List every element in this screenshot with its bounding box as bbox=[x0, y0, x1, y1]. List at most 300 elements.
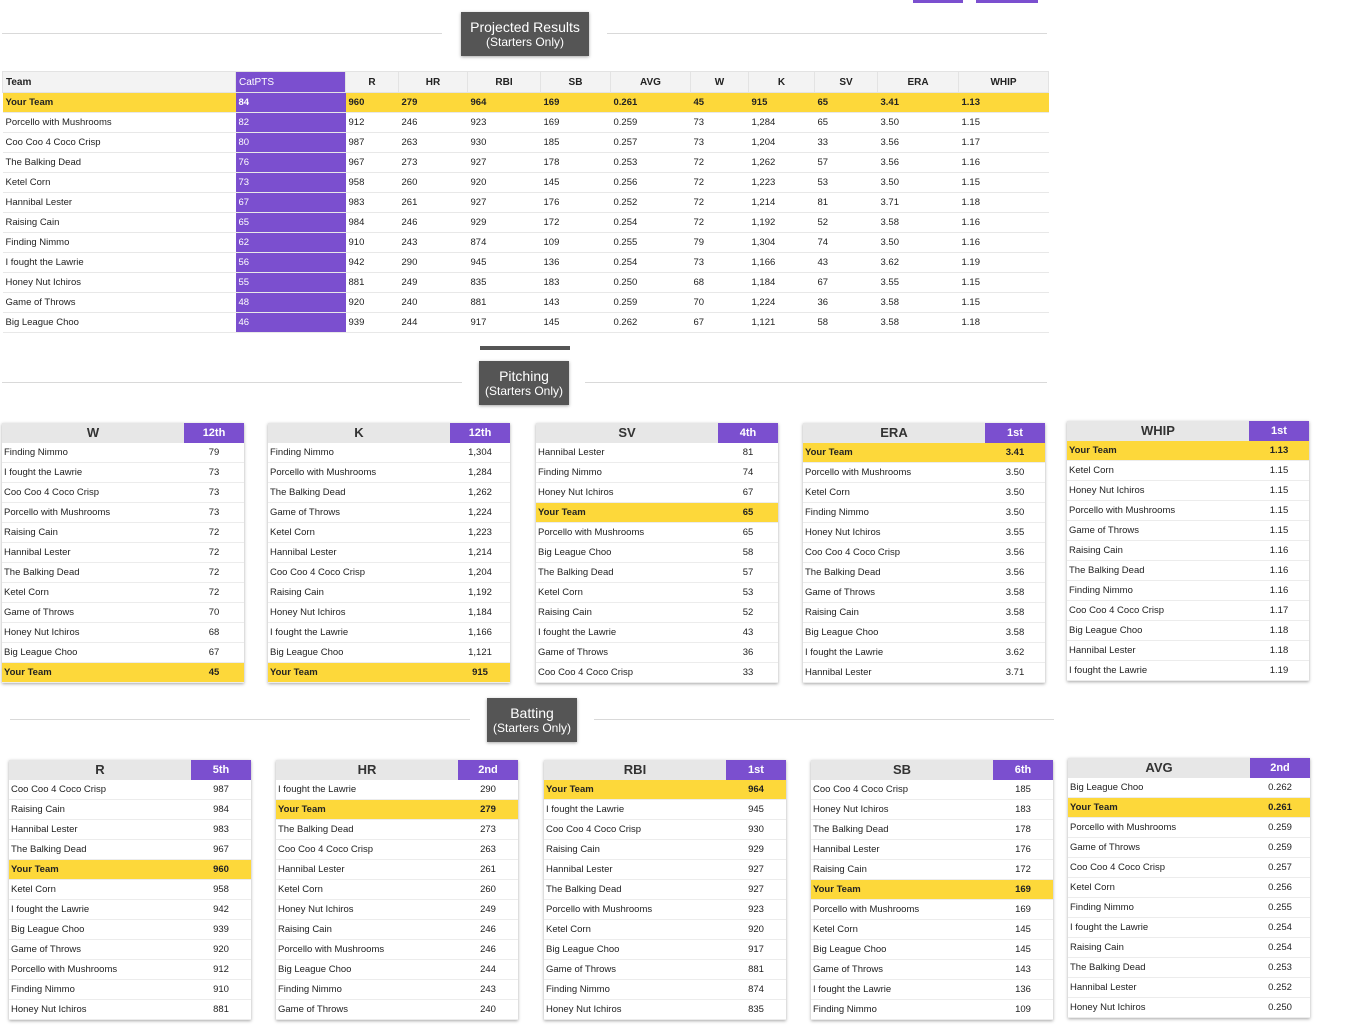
table-row bbox=[3, 193, 1049, 213]
card-team-name: Big League Choo bbox=[805, 627, 879, 638]
stat-cell: 185 bbox=[541, 133, 611, 153]
card-row bbox=[2, 563, 244, 583]
card-row bbox=[268, 583, 510, 603]
card-row bbox=[9, 940, 251, 960]
card-row bbox=[811, 980, 1053, 1000]
stat-cell: 183 bbox=[541, 273, 611, 293]
card-team-value: 67 bbox=[742, 487, 754, 498]
card-team-name: Game of Throws bbox=[4, 607, 75, 618]
card-team-value: 960 bbox=[213, 864, 229, 875]
card-row bbox=[803, 543, 1045, 563]
card-team-name: Porcello with Mushrooms bbox=[1070, 822, 1177, 833]
stat-cell: 178 bbox=[541, 153, 611, 173]
column-header-catpts[interactable]: CatPTS bbox=[236, 72, 346, 93]
card-team-name: Game of Throws bbox=[278, 1004, 349, 1015]
column-header-rbi[interactable]: RBI bbox=[468, 72, 541, 93]
stat-cell: 290 bbox=[399, 253, 468, 273]
card-team-name: Finding Nimmo bbox=[1070, 902, 1134, 913]
card-row bbox=[803, 643, 1045, 663]
card-team-name: Raising Cain bbox=[805, 607, 859, 618]
card-team-value: 169 bbox=[1015, 884, 1031, 895]
column-header-avg[interactable]: AVG bbox=[611, 72, 691, 93]
card-row bbox=[2, 583, 244, 603]
card-row bbox=[536, 443, 778, 463]
card-team-name: Porcello with Mushrooms bbox=[1069, 505, 1176, 516]
card-row bbox=[1067, 541, 1309, 561]
card-team-value: 0.262 bbox=[1268, 782, 1292, 793]
table-row bbox=[3, 233, 1049, 253]
card-team-name: I fought the Lawrie bbox=[813, 984, 892, 995]
card-team-name: Ketel Corn bbox=[11, 884, 56, 895]
stat-cell: 82 bbox=[236, 113, 346, 133]
card-team-value: 81 bbox=[742, 447, 754, 458]
column-header-hr[interactable]: HR bbox=[399, 72, 468, 93]
card-team-name: Raising Cain bbox=[813, 864, 867, 875]
card-team-value: 987 bbox=[213, 784, 229, 795]
stat-cell: 0.259 bbox=[611, 113, 691, 133]
card-team-name: Raising Cain bbox=[278, 924, 332, 935]
stat-cell: 910 bbox=[346, 233, 399, 253]
stat-cell: 244 bbox=[399, 313, 468, 333]
card-team-name: Honey Nut Ichiros bbox=[538, 487, 614, 498]
card-team-value: 72 bbox=[208, 547, 220, 558]
projected-results-title bbox=[461, 12, 589, 56]
card-team-name: Hannibal Lester bbox=[278, 864, 345, 875]
card-team-name: Coo Coo 4 Coco Crisp bbox=[1069, 605, 1165, 616]
table-row bbox=[3, 213, 1049, 233]
stat-cell: 53 bbox=[815, 173, 878, 193]
card-row bbox=[268, 523, 510, 543]
card-team-name: Big League Choo bbox=[4, 647, 78, 658]
card-row bbox=[268, 443, 510, 463]
card-row bbox=[803, 563, 1045, 583]
stat-cell: 79 bbox=[691, 233, 749, 253]
stat-cell: 945 bbox=[468, 253, 541, 273]
card-team-name: Honey Nut Ichiros bbox=[270, 607, 346, 618]
card-team-name: Your Team bbox=[538, 507, 586, 518]
card-team-name: Ketel Corn bbox=[270, 527, 315, 538]
stat-cell: 73 bbox=[691, 253, 749, 273]
card-team-name: Game of Throws bbox=[11, 944, 82, 955]
card-team-name: The Balking Dead bbox=[270, 487, 346, 498]
stat-cell: 72 bbox=[691, 153, 749, 173]
stat-cell: 136 bbox=[541, 253, 611, 273]
stat-cell: 249 bbox=[399, 273, 468, 293]
card-row bbox=[1068, 958, 1310, 978]
card-team-name: Finding Nimmo bbox=[1069, 585, 1133, 596]
card-row bbox=[9, 820, 251, 840]
card-row bbox=[276, 780, 518, 800]
card-team-name: Honey Nut Ichiros bbox=[1069, 485, 1145, 496]
card-row bbox=[811, 860, 1053, 880]
card-team-value: 72 bbox=[208, 587, 220, 598]
card-team-value: 73 bbox=[208, 487, 220, 498]
card-team-name: Finding Nimmo bbox=[270, 447, 334, 458]
stat-cell: 3.55 bbox=[878, 273, 959, 293]
card-team-name: Porcello with Mushrooms bbox=[546, 904, 653, 915]
card-team-value: 3.56 bbox=[1005, 567, 1025, 578]
column-header-team[interactable]: Team bbox=[3, 72, 236, 93]
top-tab-2[interactable] bbox=[976, 0, 1038, 3]
stat-cell: 3.62 bbox=[878, 253, 959, 273]
stat-cell: 912 bbox=[346, 113, 399, 133]
card-team-name: Coo Coo 4 Coco Crisp bbox=[4, 487, 100, 498]
card-team-value: 3.58 bbox=[1005, 627, 1025, 638]
card-team-name: Coo Coo 4 Coco Crisp bbox=[546, 824, 642, 835]
card-row bbox=[1068, 978, 1310, 998]
card-row bbox=[1067, 621, 1309, 641]
card-row bbox=[1067, 481, 1309, 501]
card-team-value: 0.250 bbox=[1268, 1002, 1292, 1013]
stat-cell: 0.256 bbox=[611, 173, 691, 193]
divider-right bbox=[585, 382, 1047, 383]
card-team-value: 0.259 bbox=[1268, 842, 1292, 853]
stat-cell: 929 bbox=[468, 213, 541, 233]
card-team-value: 912 bbox=[213, 964, 229, 975]
card-header bbox=[1068, 758, 1310, 778]
card-row bbox=[1067, 501, 1309, 521]
card-row bbox=[803, 483, 1045, 503]
card-team-value: 1,121 bbox=[468, 647, 492, 658]
card-team-name: Big League Choo bbox=[1070, 782, 1144, 793]
card-team-value: 1.13 bbox=[1269, 445, 1289, 456]
card-row bbox=[803, 663, 1045, 683]
card-team-name: I fought the Lawrie bbox=[4, 467, 83, 478]
card-team-value: 273 bbox=[480, 824, 496, 835]
card-team-value: 881 bbox=[748, 964, 764, 975]
card-team-value: 136 bbox=[1015, 984, 1031, 995]
card-row bbox=[276, 940, 518, 960]
card-row bbox=[2, 503, 244, 523]
card-team-value: 73 bbox=[208, 467, 220, 478]
card-header bbox=[9, 760, 251, 780]
stat-cell: 72 bbox=[691, 173, 749, 193]
card-team-value: 1.15 bbox=[1269, 485, 1289, 496]
column-header-sv[interactable]: SV bbox=[815, 72, 878, 93]
stat-cell: 72 bbox=[691, 213, 749, 233]
card-category-label: ERA bbox=[880, 425, 908, 440]
card-team-name: Raising Cain bbox=[546, 844, 600, 855]
stat-cell: 52 bbox=[815, 213, 878, 233]
stat-cell: 3.50 bbox=[878, 233, 959, 253]
card-category-label: SB bbox=[892, 762, 912, 777]
stat-cell: 261 bbox=[399, 193, 468, 213]
stat-cell: 48 bbox=[236, 293, 346, 313]
stat-cell: 72 bbox=[691, 193, 749, 213]
card-team-value: 1.19 bbox=[1269, 665, 1289, 676]
stat-cell: 0.255 bbox=[611, 233, 691, 253]
card-team-value: 1,284 bbox=[468, 467, 492, 478]
card-team-value: 246 bbox=[480, 924, 496, 935]
card-team-value: 3.50 bbox=[1005, 507, 1025, 518]
stat-cell: 881 bbox=[346, 273, 399, 293]
card-team-value: 1,166 bbox=[468, 627, 492, 638]
card-team-name: I fought the Lawrie bbox=[805, 647, 884, 658]
stat-cell: 964 bbox=[468, 93, 541, 113]
stat-cell: 65 bbox=[236, 213, 346, 233]
card-team-value: 3.71 bbox=[1005, 667, 1025, 678]
card-header bbox=[268, 423, 510, 443]
column-header-era[interactable]: ERA bbox=[878, 72, 959, 93]
card-team-name: Your Team bbox=[4, 667, 52, 678]
card-category-label: R bbox=[95, 762, 105, 777]
top-tab-1[interactable] bbox=[913, 0, 963, 3]
team-name-cell: Coo Coo 4 Coco Crisp bbox=[3, 133, 236, 153]
card-team-value: 33 bbox=[742, 667, 754, 678]
card-rank-badge: 2nd bbox=[1250, 758, 1310, 778]
card-team-name: Game of Throws bbox=[1070, 842, 1141, 853]
stat-cell: 3.56 bbox=[878, 133, 959, 153]
column-header-sb[interactable]: SB bbox=[541, 72, 611, 93]
card-team-name: Porcello with Mushrooms bbox=[11, 964, 118, 975]
stat-cell: 0.254 bbox=[611, 213, 691, 233]
card-row bbox=[536, 643, 778, 663]
card-row bbox=[2, 443, 244, 463]
card-row bbox=[544, 980, 786, 1000]
column-header-whip[interactable]: WHIP bbox=[959, 72, 1049, 93]
card-team-value: 143 bbox=[1015, 964, 1031, 975]
card-team-name: The Balking Dead bbox=[805, 567, 881, 578]
card-team-value: 249 bbox=[480, 904, 496, 915]
stat-cell: 1,262 bbox=[749, 153, 815, 173]
card-row bbox=[803, 623, 1045, 643]
card-team-name: Ketel Corn bbox=[805, 487, 850, 498]
card-team-value: 178 bbox=[1015, 824, 1031, 835]
card-row bbox=[811, 820, 1053, 840]
card-category-label: K bbox=[354, 425, 364, 440]
card-team-value: 917 bbox=[748, 944, 764, 955]
card-rank-badge: 2nd bbox=[458, 760, 518, 780]
stat-cell: 0.250 bbox=[611, 273, 691, 293]
card-team-value: 74 bbox=[742, 467, 754, 478]
card-row bbox=[2, 543, 244, 563]
category-card-sb bbox=[811, 760, 1053, 1020]
stat-cell: 1.16 bbox=[959, 233, 1049, 253]
card-team-name: The Balking Dead bbox=[1070, 962, 1146, 973]
card-row bbox=[544, 940, 786, 960]
category-card-r bbox=[9, 760, 251, 1020]
card-row bbox=[9, 880, 251, 900]
team-name-cell: Raising Cain bbox=[3, 213, 236, 233]
card-row bbox=[1067, 581, 1309, 601]
card-row bbox=[1068, 938, 1310, 958]
stat-cell: 3.50 bbox=[878, 173, 959, 193]
card-team-value: 1,262 bbox=[468, 487, 492, 498]
card-team-value: 183 bbox=[1015, 804, 1031, 815]
card-row bbox=[268, 663, 510, 683]
stat-cell: 67 bbox=[236, 193, 346, 213]
card-team-name: Honey Nut Ichiros bbox=[11, 1004, 87, 1015]
card-row bbox=[536, 663, 778, 683]
stat-cell: 273 bbox=[399, 153, 468, 173]
card-row bbox=[803, 443, 1045, 463]
card-team-value: 68 bbox=[208, 627, 220, 638]
card-row bbox=[9, 980, 251, 1000]
card-row bbox=[1068, 918, 1310, 938]
card-row bbox=[811, 900, 1053, 920]
table-row bbox=[3, 313, 1049, 333]
card-team-value: 109 bbox=[1015, 1004, 1031, 1015]
card-team-name: Your Team bbox=[11, 864, 59, 875]
stat-cell: 1,204 bbox=[749, 133, 815, 153]
card-team-value: 57 bbox=[742, 567, 754, 578]
card-team-name: Ketel Corn bbox=[1070, 882, 1115, 893]
card-row bbox=[2, 663, 244, 683]
card-team-value: 58 bbox=[742, 547, 754, 558]
card-team-name: Ketel Corn bbox=[1069, 465, 1114, 476]
card-row bbox=[803, 463, 1045, 483]
stat-cell: 143 bbox=[541, 293, 611, 313]
card-row bbox=[276, 860, 518, 880]
card-row bbox=[276, 900, 518, 920]
stat-cell: 984 bbox=[346, 213, 399, 233]
card-row bbox=[268, 503, 510, 523]
table-row bbox=[3, 253, 1049, 273]
card-team-value: 1.18 bbox=[1269, 645, 1289, 656]
card-row bbox=[2, 463, 244, 483]
card-team-value: 243 bbox=[480, 984, 496, 995]
column-header-w[interactable]: W bbox=[691, 72, 749, 93]
card-team-value: 0.254 bbox=[1268, 922, 1292, 933]
stat-cell: 73 bbox=[236, 173, 346, 193]
card-team-value: 1.16 bbox=[1269, 585, 1289, 596]
card-team-value: 65 bbox=[742, 527, 754, 538]
card-row bbox=[544, 880, 786, 900]
card-row bbox=[9, 860, 251, 880]
card-team-value: 3.50 bbox=[1005, 467, 1025, 478]
card-row bbox=[1067, 521, 1309, 541]
card-team-value: 65 bbox=[742, 507, 754, 518]
card-team-value: 0.255 bbox=[1268, 902, 1292, 913]
stat-cell: 0.253 bbox=[611, 153, 691, 173]
card-rank-badge: 1st bbox=[1249, 421, 1309, 441]
stat-cell: 57 bbox=[815, 153, 878, 173]
stat-cell: 3.58 bbox=[878, 293, 959, 313]
card-team-value: 246 bbox=[480, 944, 496, 955]
card-team-value: 260 bbox=[480, 884, 496, 895]
card-team-value: 1,184 bbox=[468, 607, 492, 618]
table-row bbox=[3, 113, 1049, 133]
card-team-name: Raising Cain bbox=[1070, 942, 1124, 953]
card-row bbox=[268, 463, 510, 483]
stat-cell: 145 bbox=[541, 173, 611, 193]
card-team-value: 0.253 bbox=[1268, 962, 1292, 973]
stat-cell: 1.13 bbox=[959, 93, 1049, 113]
card-team-value: 1,224 bbox=[468, 507, 492, 518]
stat-cell: 62 bbox=[236, 233, 346, 253]
card-header bbox=[536, 423, 778, 443]
card-row bbox=[2, 603, 244, 623]
card-team-value: 3.50 bbox=[1005, 487, 1025, 498]
stat-cell: 1,223 bbox=[749, 173, 815, 193]
card-team-name: Big League Choo bbox=[546, 944, 620, 955]
card-team-value: 72 bbox=[208, 527, 220, 538]
card-team-name: Big League Choo bbox=[270, 647, 344, 658]
stat-cell: 65 bbox=[815, 113, 878, 133]
card-team-value: 1.18 bbox=[1269, 625, 1289, 636]
card-team-name: The Balking Dead bbox=[813, 824, 889, 835]
card-team-name: Raising Cain bbox=[538, 607, 592, 618]
card-team-value: 1,204 bbox=[468, 567, 492, 578]
card-row bbox=[9, 920, 251, 940]
card-team-value: 967 bbox=[213, 844, 229, 855]
column-header-r[interactable]: R bbox=[346, 72, 399, 93]
card-row bbox=[268, 483, 510, 503]
card-row bbox=[536, 523, 778, 543]
card-row bbox=[811, 800, 1053, 820]
card-row bbox=[811, 880, 1053, 900]
card-team-value: 939 bbox=[213, 924, 229, 935]
card-row bbox=[2, 523, 244, 543]
projected-results-table bbox=[2, 71, 1049, 333]
card-team-value: 79 bbox=[208, 447, 220, 458]
card-team-value: 881 bbox=[213, 1004, 229, 1015]
table-row bbox=[3, 93, 1049, 113]
card-row bbox=[276, 840, 518, 860]
card-team-name: Finding Nimmo bbox=[4, 447, 68, 458]
stat-cell: 56 bbox=[236, 253, 346, 273]
card-category-label: W bbox=[86, 425, 100, 440]
batting-title-text: Batting bbox=[510, 705, 554, 721]
card-row bbox=[536, 483, 778, 503]
card-team-value: 290 bbox=[480, 784, 496, 795]
card-team-name: Ketel Corn bbox=[546, 924, 591, 935]
stat-cell: 930 bbox=[468, 133, 541, 153]
card-header bbox=[1067, 421, 1309, 441]
card-row bbox=[268, 623, 510, 643]
card-team-name: Your Team bbox=[1070, 802, 1118, 813]
card-row bbox=[536, 543, 778, 563]
card-rank-badge: 4th bbox=[718, 423, 778, 443]
stat-cell: 939 bbox=[346, 313, 399, 333]
card-team-value: 1.16 bbox=[1269, 545, 1289, 556]
stat-cell: 246 bbox=[399, 113, 468, 133]
card-team-value: 1.15 bbox=[1269, 505, 1289, 516]
card-row bbox=[544, 900, 786, 920]
card-team-value: 3.56 bbox=[1005, 547, 1025, 558]
card-team-name: Game of Throws bbox=[813, 964, 884, 975]
stat-cell: 0.259 bbox=[611, 293, 691, 313]
card-row bbox=[544, 820, 786, 840]
card-row bbox=[9, 780, 251, 800]
stat-cell: 835 bbox=[468, 273, 541, 293]
card-rank-badge: 1st bbox=[985, 423, 1045, 443]
card-team-value: 261 bbox=[480, 864, 496, 875]
stat-cell: 1,224 bbox=[749, 293, 815, 313]
card-row bbox=[268, 563, 510, 583]
card-team-value: 176 bbox=[1015, 844, 1031, 855]
card-rank-badge: 12th bbox=[184, 423, 244, 443]
stat-cell: 169 bbox=[541, 93, 611, 113]
stat-cell: 987 bbox=[346, 133, 399, 153]
stat-cell: 1,121 bbox=[749, 313, 815, 333]
stat-cell: 73 bbox=[691, 133, 749, 153]
card-row bbox=[811, 840, 1053, 860]
card-team-name: Coo Coo 4 Coco Crisp bbox=[1070, 862, 1166, 873]
card-row bbox=[1068, 818, 1310, 838]
column-header-k[interactable]: K bbox=[749, 72, 815, 93]
card-team-name: Game of Throws bbox=[805, 587, 876, 598]
card-team-name: I fought the Lawrie bbox=[270, 627, 349, 638]
stat-cell: 0.254 bbox=[611, 253, 691, 273]
stat-cell: 43 bbox=[815, 253, 878, 273]
stat-cell: 80 bbox=[236, 133, 346, 153]
card-team-value: 52 bbox=[742, 607, 754, 618]
stat-cell: 109 bbox=[541, 233, 611, 253]
card-team-name: Raising Cain bbox=[11, 804, 65, 815]
card-team-value: 244 bbox=[480, 964, 496, 975]
card-row bbox=[268, 603, 510, 623]
